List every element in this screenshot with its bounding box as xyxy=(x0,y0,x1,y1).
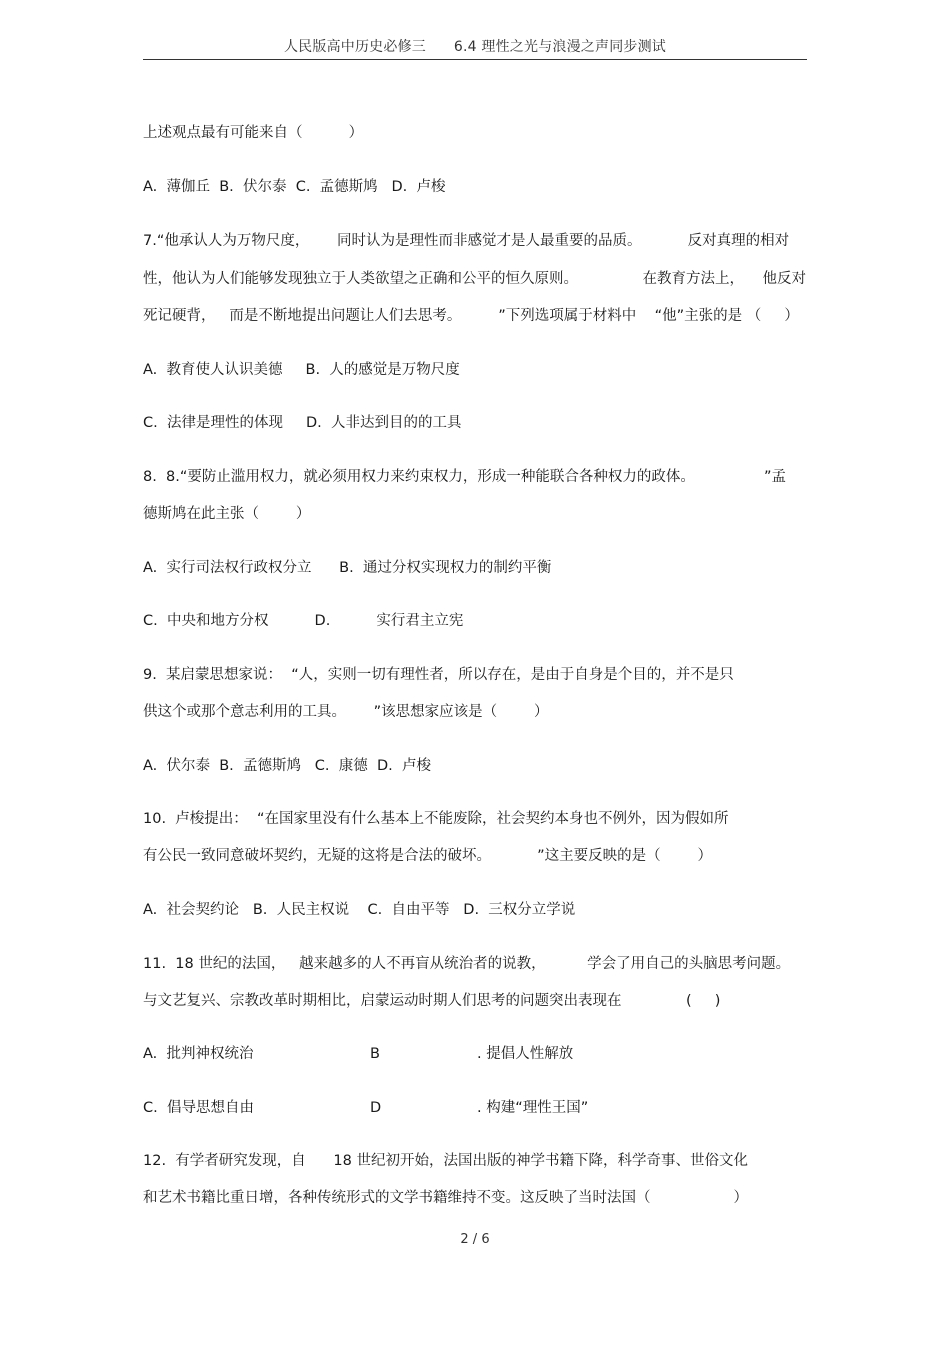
q10-line-1: 10. 卢梭提出： “在国家里没有什么基本上不能废除，社会契约本身也不例外，因为假如所 xyxy=(143,811,729,827)
q11-option-d-text: . 构建“理性王国” xyxy=(477,1100,589,1116)
q8-options-row-1: A. 实行司法权行政权分立 B. 通过分权实现权力的制约平衡 xyxy=(143,560,552,576)
header-rule xyxy=(143,59,807,60)
q8-line-2: 德斯鸠在此主张（ ） xyxy=(143,506,311,522)
q11-option-b-text: . 提倡人性解放 xyxy=(477,1046,574,1062)
q7-options-row-1: A. 教育使人认识美德 B. 人的感觉是万物尺度 xyxy=(143,362,460,378)
q11-option-a: A. 批判神权统治 xyxy=(143,1046,254,1062)
q9-options: A. 伏尔泰 B. 孟德斯鸠 C. 康德 D. 卢梭 xyxy=(143,758,431,774)
q9-line-1: 9. 某启蒙思想家说： “人，实则一切有理性者，所以存在，是由于自身是个目的，并不是只 xyxy=(143,667,734,683)
q6-options: A. 薄伽丘 B. 伏尔泰 C. 孟德斯鸠 D. 卢梭 xyxy=(143,179,446,195)
q10-line-2: 有公民一致同意破坏契约，无疑的这将是合法的破坏。 ”这主要反映的是（ ） xyxy=(143,848,712,864)
page-header xyxy=(143,30,807,60)
q11-option-c: C. 倡导思想自由 xyxy=(143,1100,254,1116)
q11-line-1: 11. 18 世纪的法国， 越来越多的人不再盲从统治者的说教， 学会了用自己的头脑思考问题。 xyxy=(143,956,791,972)
q12-line-2: 和艺术书籍比重日增，各种传统形式的文学书籍维持不变。这反映了当时法国（ ） xyxy=(143,1190,748,1206)
q10-options: A. 社会契约论 B. 人民主权说 C. 自由平等 D. 三权分立学说 xyxy=(143,902,576,918)
q11-option-d-letter: D xyxy=(370,1100,382,1116)
q8-options-row-2: C. 中央和地方分权 D. 实行君主立宪 xyxy=(143,613,464,629)
q7-options-row-2: C. 法律是理性的体现 D. 人非达到目的的工具 xyxy=(143,415,462,431)
q8-line-1: 8. 8.“要防止滥用权力，就必须用权力来约束权力，形成一种能联合各种权力的政体。 ”孟 xyxy=(143,469,787,485)
q6-stem-end: 上述观点最有可能来自（ ） xyxy=(143,125,364,141)
page-number: 2 / 6 xyxy=(460,1232,490,1247)
q7-line-2: 性，他认为人们能够发现独立于人类欲望之正确和公平的恒久原则。 在教育方法上， 他反对 xyxy=(143,271,806,287)
q7-line-1: 7.“他承认人为万物尺度， 同时认为是理性而非感觉才是人最重要的品质。 反对真理的相对 xyxy=(143,233,790,249)
q7-line-3: 死记硬背， 而是不断地提出问题让人们去思考。 ”下列选项属于材料中 “他”主张的是 （ ） xyxy=(143,308,799,324)
q11-option-b-letter: B xyxy=(370,1046,380,1062)
header-title: 人民版高中历史必修三 6.4 理性之光与浪漫之声同步测试 xyxy=(283,39,666,55)
q9-line-2: 供这个或那个意志利用的工具。 ”该思想家应该是（ ） xyxy=(143,704,549,720)
q12-line-1: 12. 有学者研究发现，自 18 世纪初开始，法国出版的神学书籍下降，科学奇事、世俗文化 xyxy=(143,1153,748,1169)
q11-line-2: 与文艺复兴、宗教改革时期相比，启蒙运动时期人们思考的问题突出表现在 ( ) xyxy=(143,993,721,1009)
